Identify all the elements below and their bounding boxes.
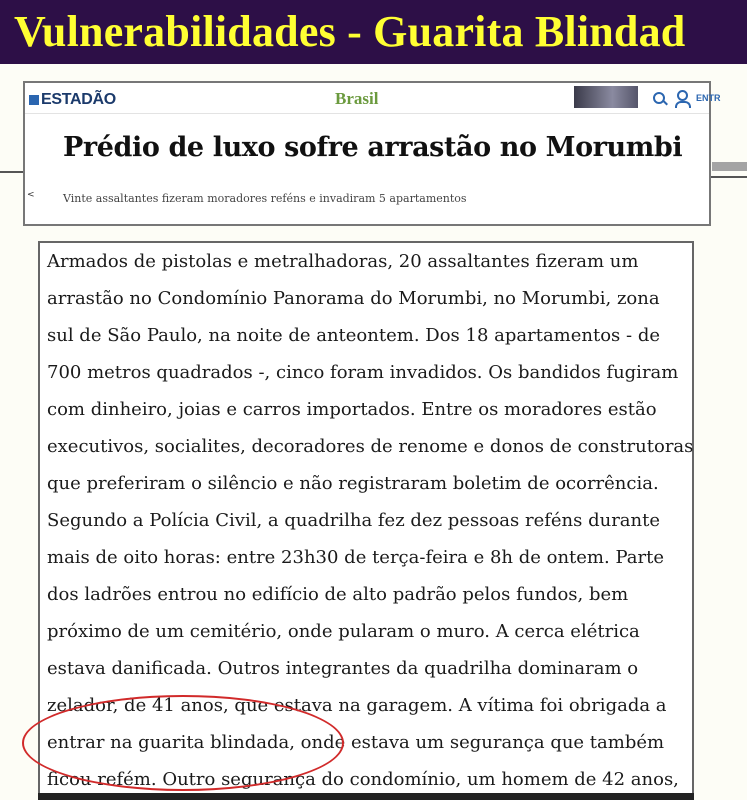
article-line: com dinheiro, joias e carros importados. Entre os moradores estão [47, 399, 657, 420]
article-body [38, 241, 694, 800]
estadao-logo-text: ESTADÃO [41, 91, 116, 108]
header-thumbnail-image [574, 86, 638, 108]
section-label: Brasil [335, 89, 379, 108]
article-line: Segundo a Polícia Civil, a quadrilha fez dez pessoas reféns durante [47, 510, 661, 531]
article-bottom-scrollbar [38, 793, 694, 800]
header-divider [25, 113, 709, 114]
article-subheadline: Vinte assaltantes fizeram moradores reféns e invadiram 5 apartamentos [63, 192, 467, 205]
article-line: próximo de um cemitério, onde pularam o muro. A cerca elétrica [47, 621, 640, 642]
user-icon [677, 90, 688, 101]
share-icon: < [27, 190, 35, 200]
article-line: entrar na guarita blindada, onde estava um segurança que também [47, 732, 665, 753]
login-label: ENTR [696, 93, 721, 103]
article-line: zelador, de 41 anos, que estava na garagem. A vítima foi obrigada a [47, 695, 667, 716]
article-line: sul de São Paulo, na noite de anteontem. Dos 18 apartamentos - de [47, 325, 660, 346]
article-line: arrastão no Condomínio Panorama do Morumbi, no Morumbi, zona [47, 288, 660, 309]
article-line: que preferiram o silêncio e não registraram boletim de ocorrência. [47, 473, 659, 494]
estadao-logo [29, 91, 116, 109]
decorative-line-left [0, 171, 23, 173]
article-line: 700 metros quadrados -, cinco foram invadidos. Os bandidos fugiram [47, 362, 679, 383]
article-line: dos ladrões entrou no edifício de alto padrão pelos fundos, bem [47, 584, 629, 605]
search-icon [653, 92, 665, 104]
article-line: Armados de pistolas e metralhadoras, 20 assaltantes fizeram um [47, 251, 639, 272]
decorative-line-right [711, 176, 747, 178]
slide-title: Vulnerabilidades - Guarita Blindad [14, 7, 686, 56]
news-article-header-screenshot [23, 81, 721, 226]
article-line: ficou refém. Outro segurança do condomínio, um homem de 42 anos, [47, 769, 679, 790]
article-headline: Prédio de luxo sofre arrastão no Morumbi [63, 132, 683, 163]
article-line: estava danificada. Outros integrantes da quadrilha dominaram o [47, 658, 639, 679]
decorative-gray-bar [712, 162, 747, 171]
estadao-logo-icon [29, 95, 39, 105]
article-line: mais de oito horas: entre 23h30 de terça-feira e 8h de ontem. Parte [47, 547, 664, 568]
article-text [47, 243, 697, 798]
slide-title-bar [0, 0, 747, 64]
article-line: executivos, socialites, decoradores de renome e donos de construtoras [47, 436, 694, 457]
